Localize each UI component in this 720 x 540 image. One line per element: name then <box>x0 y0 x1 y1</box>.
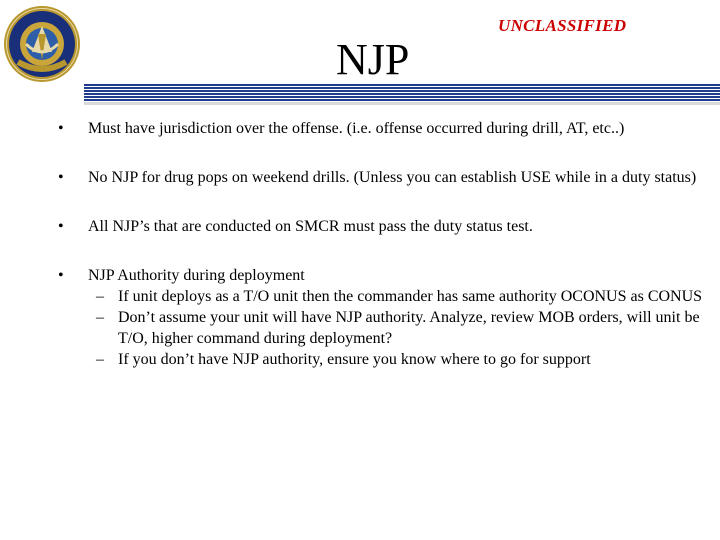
bullet-item <box>58 216 708 237</box>
bullet-list <box>58 118 708 398</box>
bullet-text: Must have jurisdiction over the offense. (i.e. offense occurred during drill, AT, etc..) <box>88 120 625 137</box>
sub-item <box>88 349 708 370</box>
usmc-seal-icon <box>2 4 82 84</box>
bullet-glyph: • <box>58 169 64 186</box>
bullet-glyph: • <box>58 218 64 235</box>
page-title: NJP <box>336 35 410 84</box>
bullet-glyph: • <box>58 267 64 284</box>
bullet-text: All NJP’s that are conducted on SMCR must pass the duty status test. <box>88 218 533 235</box>
sub-item-text: If you don’t have NJP authority, ensure you know where to go for support <box>118 351 591 368</box>
dash-glyph: – <box>96 309 104 326</box>
bullet-text: No NJP for drug pops on weekend drills. (Unless you can establish USE while in a duty status) <box>88 169 697 186</box>
bullet-item <box>58 167 708 188</box>
sub-item-text: Don’t assume your unit will have NJP authority. Analyze, review MOB orders, will unit be T/O, higher command during deployment? <box>118 309 700 347</box>
bullet-glyph: • <box>58 120 64 137</box>
dash-glyph: – <box>96 351 104 368</box>
sub-item <box>88 286 708 307</box>
dash-glyph: – <box>96 288 104 305</box>
bullet-item <box>58 118 708 139</box>
sub-item-text: If unit deploys as a T/O unit then the commander has same authority OCONUS as CONUS <box>118 288 703 305</box>
sub-item <box>88 307 708 349</box>
classification-marking: UNCLASSIFIED <box>498 16 627 35</box>
bullet-item <box>58 265 708 370</box>
header-rule <box>84 84 720 102</box>
header-rule-shadow <box>84 102 720 105</box>
bullet-text: NJP Authority during deployment <box>88 267 305 284</box>
